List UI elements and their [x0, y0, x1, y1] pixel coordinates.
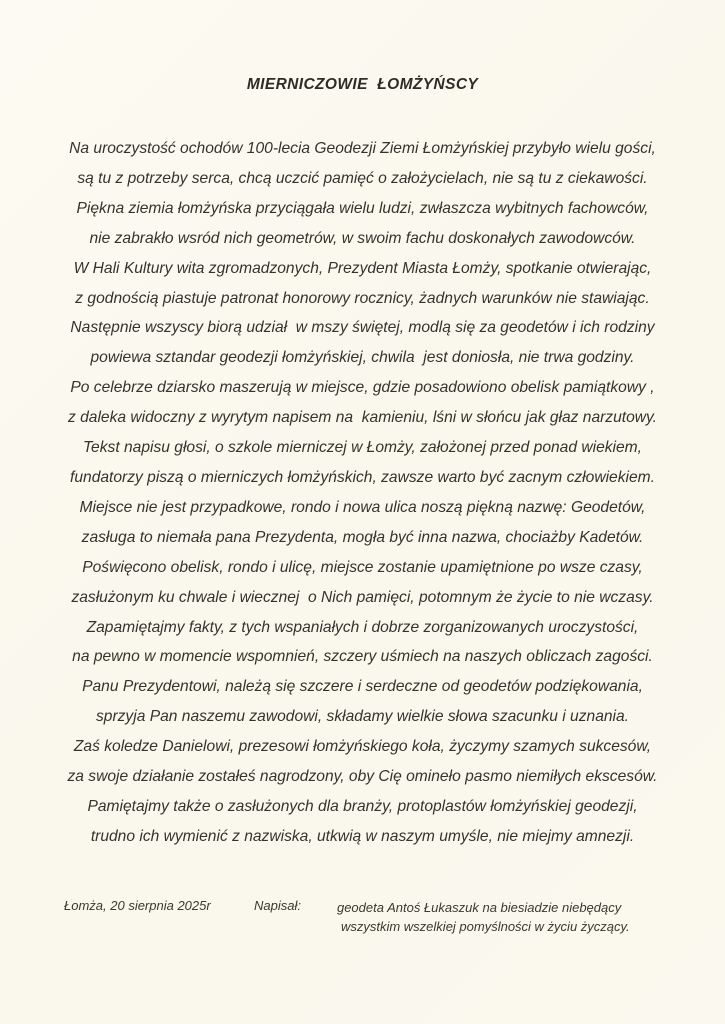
- poem-line: Zaś koledze Danielowi, prezesowi łomżyńskiego koła, życzymy szamych sukcesów,: [73, 738, 652, 756]
- poem-line: na pewno w momencie wspomnień, szczery uśmiech na naszych obliczach zagości.: [72, 648, 653, 666]
- poem-line: Piękna ziemia łomżyńska przyciągała wielu ludzi, zwłaszcza wybitnych fachowców,: [76, 199, 649, 217]
- document-title: MIERNICZOWIE ŁOMŻYŃSCY: [246, 76, 479, 93]
- document-footer: [0, 898, 725, 936]
- poem-line: Zapamiętajmy fakty, z tych wspaniałych i dobrze zorganizowanych uroczystości,: [86, 618, 639, 636]
- author-signature: [337, 898, 630, 936]
- poem-line: fundatorzy piszą o mierniczych łomżyńskich, zawsze warto być zacnym człowiekiem.: [70, 468, 655, 486]
- poem-line: Po celebrze dziarsko maszerują w miejsce, gdzie posadowiono obelisk pamiątkowy ,: [70, 379, 655, 397]
- poem-line: zasłużonym ku chwale i wiecznej o Nich pamięci, potomnym że życie to nie wczasy.: [71, 588, 654, 606]
- poem-line: powiewa sztandar geodezji łomżyńskiej, chwila jest doniosła, nie trwa godziny.: [90, 349, 635, 367]
- written-by-label: Napisał:: [254, 898, 301, 913]
- poem-line: Następnie wszyscy biorą udział w mszy świętej, modlą się za geodetów i ich rodziny: [70, 319, 655, 337]
- place-and-date: Łomża, 20 sierpnia 2025r: [64, 898, 211, 913]
- poem-line: z godnością piastuje patronat honorowy rocznicy, żadnych warunków nie stawiając.: [75, 289, 650, 307]
- author-signature-line: wszystkim wszelkiej pomyślności w życiu życzący.: [340, 919, 630, 934]
- poem-line: za swoje działanie zostałeś nagrodzony, oby Cię omineło pasmo niemiłych ekscesów.: [67, 768, 658, 786]
- poem-line: są tu z potrzeby serca, chcą uczcić pamięć o założycielach, nie są tu z ciekawości.: [77, 169, 648, 187]
- author-signature-line: geodeta Antoś Łukaszuk na biesiadzie niebędący: [336, 900, 622, 915]
- poem-line: Poświęcono obelisk, rondo i ulicę, miejsce zostanie upamiętnione po wsze czasy,: [82, 558, 643, 576]
- poem-line: Tekst napisu głosi, o szkole mierniczej w Łomży, założonej przed ponad wiekiem,: [82, 439, 643, 457]
- poem-body: [38, 134, 687, 852]
- poem-line: nie zabrakło wsród nich geometrów, w swoim fachu doskonałych zawodowców.: [89, 229, 636, 247]
- poem-line: W Hali Kultury wita zgromadzonych, Prezydent Miasta Łomży, spotkanie otwierając,: [73, 259, 652, 277]
- poem-line: z daleka widoczny z wyrytym napisem na kamieniu, lśni w słońcu jak głaz narzutowy.: [67, 409, 658, 427]
- poem-line: Pamiętajmy także o zasłużonych dla branży, protoplastów łomżyńskiej geodezji,: [87, 797, 638, 815]
- poem-line: trudno ich wymienić z nazwiska, utkwią w naszym umyśle, nie miejmy amnezji.: [90, 827, 635, 845]
- poem-line: Panu Prezydentowi, należą się szczere i serdeczne od geodetów podziękowania,: [82, 678, 643, 696]
- poem-line: Na uroczystość ochodów 100-lecia Geodezji Ziemi Łomżyńskiej przybyło wielu gości,: [69, 140, 656, 157]
- poem-line: Miejsce nie jest przypadkowe, rondo i nowa ulica noszą piękną nazwę: Geodetów,: [79, 498, 646, 516]
- poem-line: zasługa to niemała pana Prezydenta, mogła być inna nazwa, chociażby Kadetów.: [81, 528, 644, 546]
- poem-line: sprzyja Pan naszemu zawodowi, składamy wielkie słowa szacunku i uznania.: [95, 708, 630, 726]
